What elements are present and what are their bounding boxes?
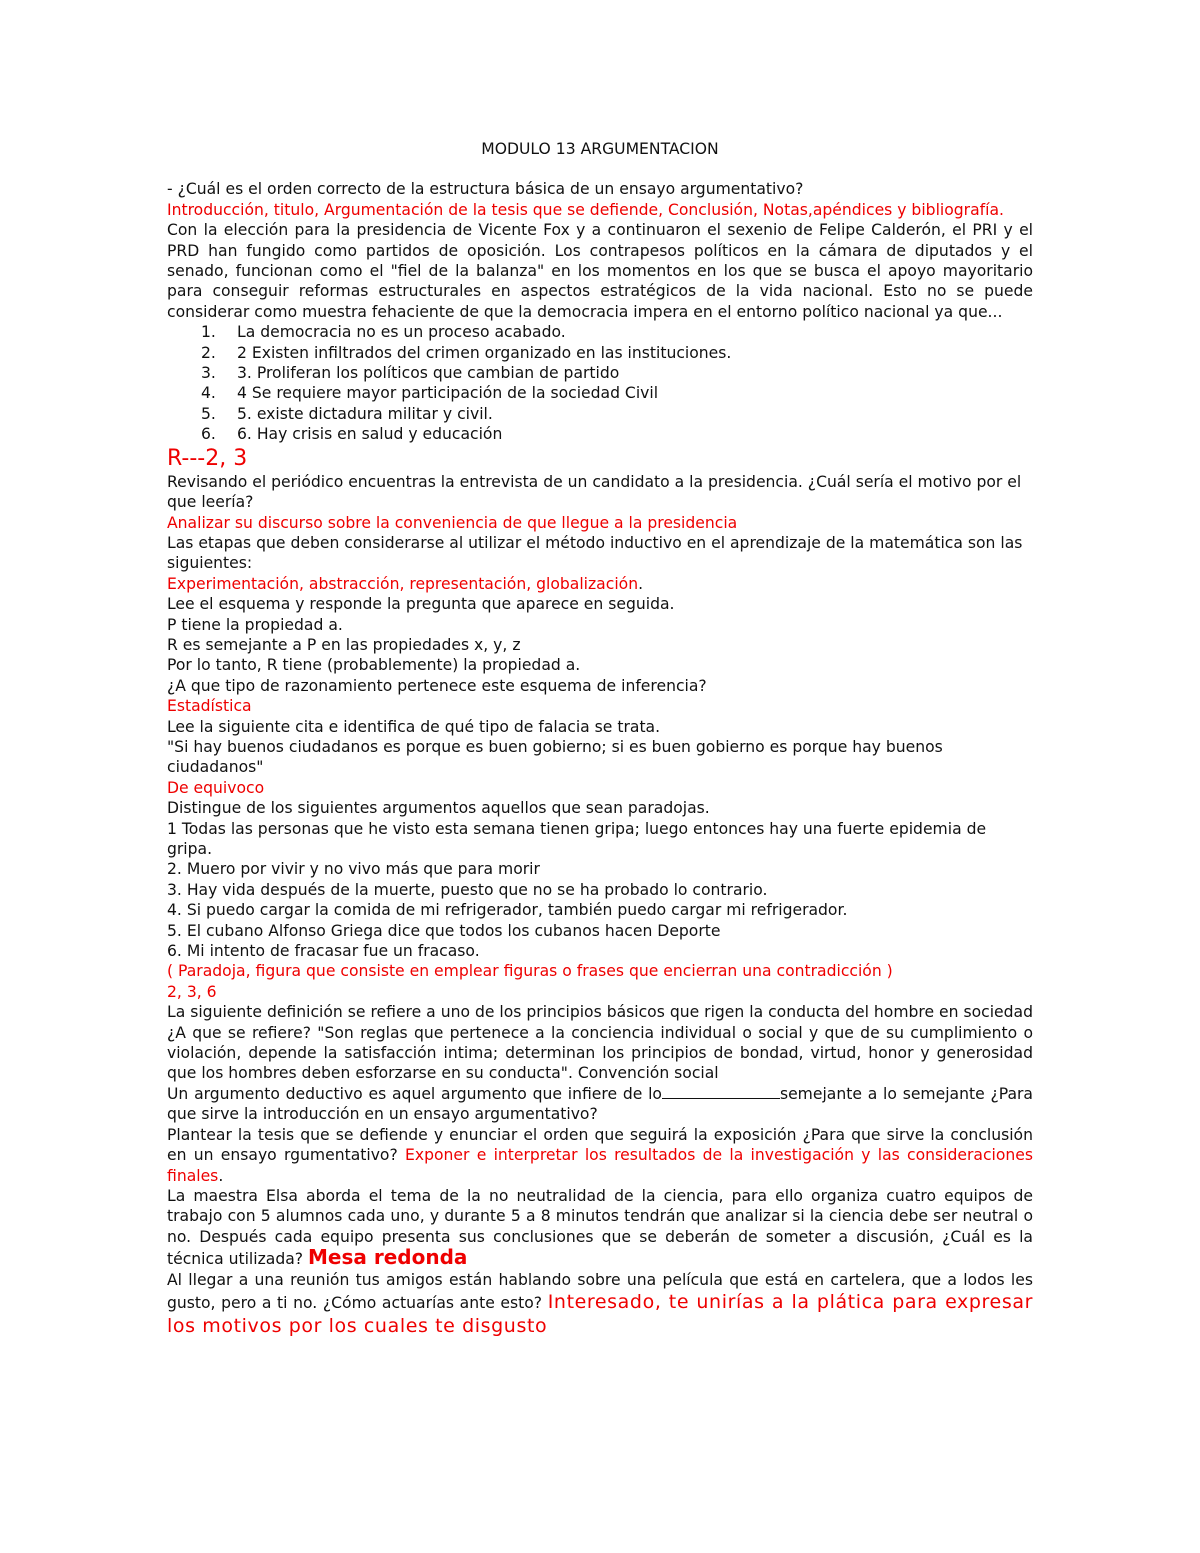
answer-3: Analizar su discurso sobre la conveniencia de que llegue a la presidencia [167,513,738,532]
question-6-line: "Si hay buenos ciudadanos es porque es buen gobierno; si es buen gobierno es porque hay buenos ciudadanos" [167,737,943,777]
answer-4: Experimentación, abstracción, representación, globalización [167,574,639,593]
question-2: Con la elección para la presidencia de Vicente Fox y a continuaron el sexenio de Felipe Calderón, el PRI y el PRD han fungido como partidos de oposición. Los contrapesos políticos en la cámara de diputados y el senado, funcionan como el "fiel de la balanza" en los momentos en los que se busca el apoyo mayoritario para conseguir reformas estructurales en aspectos estratégicos de la vida nacional. Esto no se puede considerar como muestra fehaciente de que la democracia impera en el entorno político nacional ya que... [167,221,1033,321]
list-item: 2. 2 Existen infiltrados del crimen organizado en las instituciones. [201,343,732,362]
answer-6: De equivoco [167,778,265,797]
list-item: 1. La democracia no es un proceso acabado. [201,323,566,342]
answer-2: R---2, 3 [167,445,248,471]
question-7-line: 1 Todas las personas que he visto esta semana tienen gripa; luego entonces hay una fuerte epidemia de gripa. [167,819,987,858]
question-6-line: Lee la siguiente cita e identifica de qué tipo de falacia se trata. [167,717,661,736]
document-body [167,139,1033,1338]
question-5-line: Por lo tanto, R tiene (probablemente) la propiedad a. [167,656,581,675]
question-8: La siguiente definición se refiere a uno de los principios básicos que rigen la conducta del hombre en sociedad ¿A que se refiere? "Son reglas que pertenece a la conciencia individual o social y que de su cumplimiento o violación, depende la satisfacción intima; determinan los principios de bondad, virtud, honor y generosidad que los hombres deben esforzarse en su conducta". Convención social [167,1003,1033,1083]
answer-4-line: Experimentación, abstracción, representación, globalización. [167,574,644,593]
answer-7-note: ( Paradoja, figura que consiste en emplear figuras o frases que encierran una contradicción ) [167,962,893,981]
answer-5: Estadística [167,697,252,716]
question-7-line: 5. El cubano Alfonso Griega dice que todos los cubanos hacen Deporte [167,921,721,940]
page-title: MODULO 13 ARGUMENTACION [481,140,719,158]
question-7-line: 4. Si puedo cargar la comida de mi refrigerador, también puedo cargar mi refrigerador. [167,901,848,920]
answer-1: Introducción, titulo, Argumentación de la tesis que se defiende, Conclusión, Notas,apéndices y bibliografía. [167,200,1004,219]
question-4: Las etapas que deben considerarse al utilizar el método inductivo en el aprendizaje de la matemática son las siguientes: [167,533,1023,573]
question-10: Plantear la tesis que se defiende y enunciar el orden que seguirá la exposición ¿Para que sirve la conclusión en un ensayo rgumentativo? Exponer e interpretar los resultados de la investigación y las consideraciones finales. [167,1125,1033,1185]
question-7-line: Distingue de los siguientes argumentos aquellos que sean paradojas. [167,799,710,818]
fill-blank [662,1084,780,1099]
question-5-line: P tiene la propiedad a. [167,615,343,634]
answer-7: 2, 3, 6 [167,982,217,1001]
list-item: 5. 5. existe dictadura militar y civil. [201,404,493,423]
question-3: Revisando el periódico encuentras la entrevista de un candidato a la presidencia. ¿Cuál sería el motivo por el que leería? [167,472,1022,512]
question-5-line: Lee el esquema y responde la pregunta que aparece en seguida. [167,595,675,614]
list-item: 4. 4 Se requiere mayor participación de la sociedad Civil [201,384,659,403]
question-7-line: 3. Hay vida después de la muerte, puesto que no se ha probado lo contrario. [167,880,768,899]
question-1: - ¿Cuál es el orden correcto de la estructura básica de un ensayo argumentativo? [167,180,804,199]
answer-10: Exponer e interpretar los resultados de la investigación y las consideraciones finales [167,1146,1033,1185]
question-7-line: 6. Mi intento de fracasar fue un fracaso. [167,942,480,961]
list-item: 6. 6. Hay crisis en salud y educación [201,425,503,444]
answer-12: Interesado, te unirías a la plática para expresar los motivos por los cuales te disgusto [167,1290,1033,1337]
question-5-line: R es semejante a P en las propiedades x, y, z [167,635,521,654]
question-11: La maestra Elsa aborda el tema de la no neutralidad de la ciencia, para ello organiza cuatro equipos de trabajo con 5 alumnos cada uno, y durante 5 a 8 minutos tendrán que analizar si la ciencia debe ser neutral o no. Después cada equipo presenta sus conclusiones que se deberán de someter a discusión, ¿Cuál es la técnica utilizada? Mesa redonda [167,1186,1033,1270]
question-12: Al llegar a una reunión tus amigos están hablando sobre una película que está en cartelera, que a lodos les gusto, pero a ti no. ¿Cómo actuarías ante esto? Interesado, te unirías a la plática para expresar los motivos por los cuales te disgusto [167,1270,1033,1337]
answer-11: Mesa redonda [308,1245,468,1270]
options-list [167,322,1033,444]
question-9: Un argumento deductivo es aquel argumento que infiere de lo semejante a lo semejante ¿Para que sirve la introducción en un ensayo argumentativo? [167,1084,1033,1124]
list-item: 3. 3. Proliferan los políticos que cambian de partido [201,364,620,383]
question-7-line: 2. Muero por vivir y no vivo más que para morir [167,860,540,879]
question-5-line: ¿A que tipo de razonamiento pertenece este esquema de inferencia? [167,676,707,695]
